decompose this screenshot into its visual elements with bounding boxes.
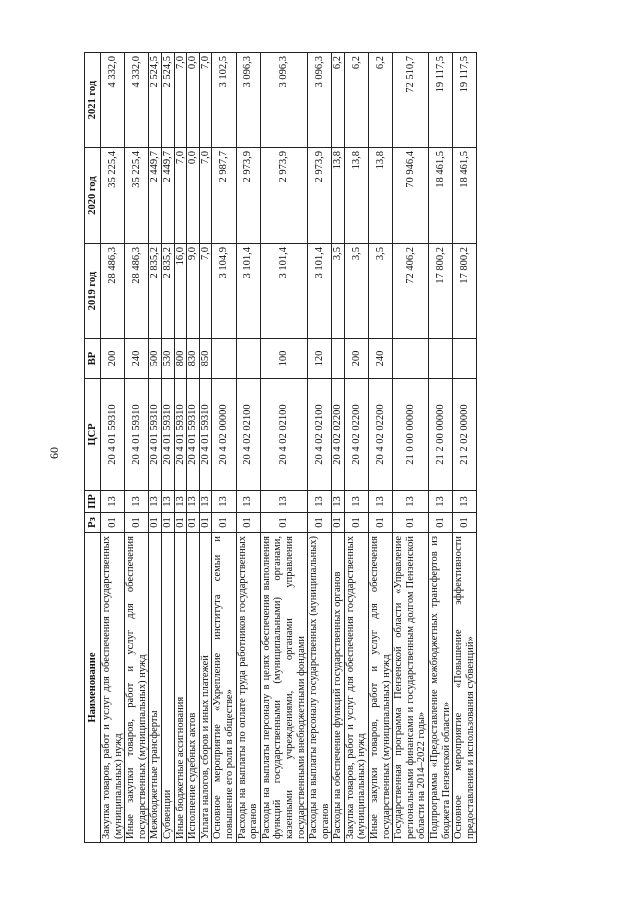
cell-y2019: 72 406,2: [393, 244, 429, 339]
cell-rz: 01: [149, 513, 162, 533]
cell-y2019: 3 101,4: [308, 244, 332, 339]
cell-csr: 20 4 01 59310: [149, 379, 162, 491]
table-row: [393, 53, 429, 843]
cell-vr: 800: [174, 339, 187, 379]
cell-y2019: 17 800,2: [453, 244, 477, 339]
cell-pr: 13: [236, 491, 260, 513]
cell-csr: 20 4 01 59310: [161, 379, 174, 491]
cell-pr: 13: [101, 491, 125, 513]
cell-pr: 13: [332, 491, 345, 513]
cell-rz: 01: [429, 513, 453, 533]
cell-y2020: 13,8: [369, 148, 393, 244]
cell-csr: 20 4 02 00000: [212, 379, 236, 491]
cell-y2021: 2 524,5: [161, 53, 174, 148]
cell-rz: 01: [453, 513, 477, 533]
cell-name: Расходы на выплаты по оплате труда работников государственных органов: [236, 533, 260, 843]
cell-vr: 830: [187, 339, 200, 379]
cell-name: Иные бюджетные ассигнования: [174, 533, 187, 843]
cell-name: Субвенции: [161, 533, 174, 843]
cell-rz: 01: [161, 513, 174, 533]
cell-vr: 200: [101, 339, 125, 379]
cell-vr: 500: [149, 339, 162, 379]
cell-y2021: 72 510,7: [393, 53, 429, 148]
cell-pr: 13: [149, 491, 162, 513]
cell-rz: 01: [308, 513, 332, 533]
cell-name: Закупка товаров, работ и услуг для обеспечения государственных (муниципальных) нужд: [344, 533, 368, 843]
cell-pr: 13: [308, 491, 332, 513]
cell-y2020: 35 225,4: [125, 148, 149, 244]
cell-name: Расходы на выплаты персоналу государственных (муниципальных) органов: [308, 533, 332, 843]
header-pr: ПР: [85, 491, 101, 513]
cell-y2019: 3,5: [332, 244, 345, 339]
cell-y2021: 7,0: [199, 53, 212, 148]
cell-y2021: 4 332,0: [101, 53, 125, 148]
table-row: [260, 53, 307, 843]
cell-y2020: 2 449,7: [161, 148, 174, 244]
cell-y2020: 18 461,5: [453, 148, 477, 244]
cell-vr: 100: [260, 339, 307, 379]
cell-csr: 20 4 02 02200: [332, 379, 345, 491]
cell-y2019: 28 486,3: [101, 244, 125, 339]
cell-y2020: 2 973,9: [260, 148, 307, 244]
cell-y2020: 7,0: [199, 148, 212, 244]
cell-y2019: 9,0: [187, 244, 200, 339]
cell-vr: 240: [125, 339, 149, 379]
cell-vr: [393, 339, 429, 379]
cell-vr: 850: [199, 339, 212, 379]
cell-y2019: 28 486,3: [125, 244, 149, 339]
cell-pr: 13: [212, 491, 236, 513]
cell-vr: 240: [369, 339, 393, 379]
cell-y2020: 2 973,9: [236, 148, 260, 244]
cell-y2020: 70 946,4: [393, 148, 429, 244]
table-row: [187, 53, 200, 843]
cell-name: Иные закупки товаров, работ и услуг для обеспечения государственных (муниципальных) нужд: [369, 533, 393, 843]
table-row: [369, 53, 393, 843]
cell-vr: [236, 339, 260, 379]
page-number: 60: [47, 447, 61, 459]
cell-name: Основное мероприятие «Укрепление института семьи и повышение его роли в обществе»: [212, 533, 236, 843]
cell-y2020: 7,0: [174, 148, 187, 244]
cell-pr: 13: [174, 491, 187, 513]
cell-rz: 01: [332, 513, 345, 533]
cell-csr: 20 4 01 59310: [174, 379, 187, 491]
cell-name: Государственная программа Пензенской области «Управление региональными финансами и государственным долгом Пензенской области на 2014–2022 годы»: [393, 533, 429, 843]
cell-vr: 530: [161, 339, 174, 379]
cell-pr: 13: [187, 491, 200, 513]
cell-csr: 21 0 00 00000: [393, 379, 429, 491]
cell-y2021: 3 096,3: [236, 53, 260, 148]
cell-vr: [212, 339, 236, 379]
cell-rz: 01: [236, 513, 260, 533]
cell-y2020: 2 973,9: [308, 148, 332, 244]
cell-pr: 13: [453, 491, 477, 513]
cell-y2021: 6,2: [369, 53, 393, 148]
cell-y2019: 17 800,2: [429, 244, 453, 339]
cell-name: Основное мероприятие «Повышение эффективности предоставления и использования субвенций»: [453, 533, 477, 843]
cell-y2021: 3 096,3: [260, 53, 307, 148]
table-row: [101, 53, 125, 843]
cell-pr: 13: [161, 491, 174, 513]
cell-csr: 21 2 02 00000: [453, 379, 477, 491]
table-body: [101, 53, 477, 843]
cell-pr: 13: [125, 491, 149, 513]
cell-y2021: 3 102,5: [212, 53, 236, 148]
header-2020: 2020 год: [85, 148, 101, 244]
header-2021: 2021 год: [85, 53, 101, 148]
table-row: [149, 53, 162, 843]
cell-y2019: 3 104,9: [212, 244, 236, 339]
cell-name: Расходы на выплаты персоналу в целях обеспечения выполнения функций государственными (муниципальными) органами, казенными учреждениями, органами управления государственными внебюджетными фондами: [260, 533, 307, 843]
cell-y2020: 35 225,4: [101, 148, 125, 244]
cell-pr: 13: [393, 491, 429, 513]
cell-y2021: 0,0: [187, 53, 200, 148]
cell-rz: 01: [125, 513, 149, 533]
cell-csr: 21 2 00 00000: [429, 379, 453, 491]
cell-rz: 01: [260, 513, 307, 533]
cell-y2020: 13,8: [332, 148, 345, 244]
table-row: [429, 53, 453, 843]
table-row: [308, 53, 332, 843]
cell-y2021: 6,2: [344, 53, 368, 148]
cell-name: Исполнение судебных актов: [187, 533, 200, 843]
table-row: [236, 53, 260, 843]
table-row: [161, 53, 174, 843]
table-row: [212, 53, 236, 843]
cell-name: Расходы на обеспечение функций государственных органов: [332, 533, 345, 843]
cell-csr: 20 4 02 02100: [308, 379, 332, 491]
cell-name: Закупка товаров, работ и услуг для обеспечения государственных (муниципальных) нужд: [101, 533, 125, 843]
cell-y2021: 7,0: [174, 53, 187, 148]
cell-y2020: 2 987,7: [212, 148, 236, 244]
cell-csr: 20 4 02 02100: [236, 379, 260, 491]
cell-csr: 20 4 02 02100: [260, 379, 307, 491]
cell-y2020: 13,8: [344, 148, 368, 244]
cell-y2019: 3,5: [344, 244, 368, 339]
cell-vr: [332, 339, 345, 379]
cell-name: Иные закупки товаров, работ и услуг для обеспечения государственных (муниципальных) нужд: [125, 533, 149, 843]
cell-csr: 20 4 02 02200: [344, 379, 368, 491]
cell-name: Уплата налогов, сборов и иных платежей: [199, 533, 212, 843]
header-2019: 2019 год: [85, 244, 101, 339]
cell-rz: 01: [393, 513, 429, 533]
cell-vr: 120: [308, 339, 332, 379]
header-vr: ВР: [85, 339, 101, 379]
cell-y2021: 4 332,0: [125, 53, 149, 148]
cell-pr: 13: [429, 491, 453, 513]
cell-y2019: 16,0: [174, 244, 187, 339]
cell-y2021: 6,2: [332, 53, 345, 148]
cell-pr: 13: [369, 491, 393, 513]
cell-rz: 01: [369, 513, 393, 533]
cell-csr: 20 4 01 59310: [125, 379, 149, 491]
table-row: [125, 53, 149, 843]
cell-csr: 20 4 01 59310: [101, 379, 125, 491]
table-row: [453, 53, 477, 843]
table-row: [344, 53, 368, 843]
cell-y2019: 2 835,2: [161, 244, 174, 339]
cell-pr: 13: [344, 491, 368, 513]
cell-y2021: 19 117,5: [453, 53, 477, 148]
cell-y2021: 3 096,3: [308, 53, 332, 148]
cell-csr: 20 4 02 02200: [369, 379, 393, 491]
cell-y2020: 2 449,7: [149, 148, 162, 244]
header-name: Наименование: [85, 533, 101, 843]
cell-rz: 01: [212, 513, 236, 533]
cell-vr: [453, 339, 477, 379]
cell-y2019: 2 835,2: [149, 244, 162, 339]
budget-table: [84, 52, 477, 843]
cell-rz: 01: [344, 513, 368, 533]
cell-csr: 20 4 01 59310: [199, 379, 212, 491]
cell-y2019: 7,0: [199, 244, 212, 339]
header-rz: Рз: [85, 513, 101, 533]
cell-name: Межбюджетные трансферты: [149, 533, 162, 843]
cell-y2020: 18 461,5: [429, 148, 453, 244]
table-row: [199, 53, 212, 843]
cell-y2019: 3 101,4: [236, 244, 260, 339]
table-row: [332, 53, 345, 843]
cell-rz: 01: [174, 513, 187, 533]
header-csr: ЦСР: [85, 379, 101, 491]
cell-pr: 13: [260, 491, 307, 513]
table-row: [174, 53, 187, 843]
cell-y2019: 3,5: [369, 244, 393, 339]
cell-vr: 200: [344, 339, 368, 379]
cell-name: Подпрограмма «Предоставление межбюджетных трансфертов из бюджета Пензенской области»: [429, 533, 453, 843]
cell-rz: 01: [101, 513, 125, 533]
cell-y2019: 3 101,4: [260, 244, 307, 339]
cell-y2021: 2 524,5: [149, 53, 162, 148]
rotated-budget-table: [84, 53, 588, 843]
cell-y2020: 0,0: [187, 148, 200, 244]
cell-y2021: 19 117,5: [429, 53, 453, 148]
cell-pr: 13: [199, 491, 212, 513]
cell-rz: 01: [199, 513, 212, 533]
cell-vr: [429, 339, 453, 379]
table-header-row: [85, 53, 101, 843]
cell-rz: 01: [187, 513, 200, 533]
cell-csr: 20 4 01 59310: [187, 379, 200, 491]
